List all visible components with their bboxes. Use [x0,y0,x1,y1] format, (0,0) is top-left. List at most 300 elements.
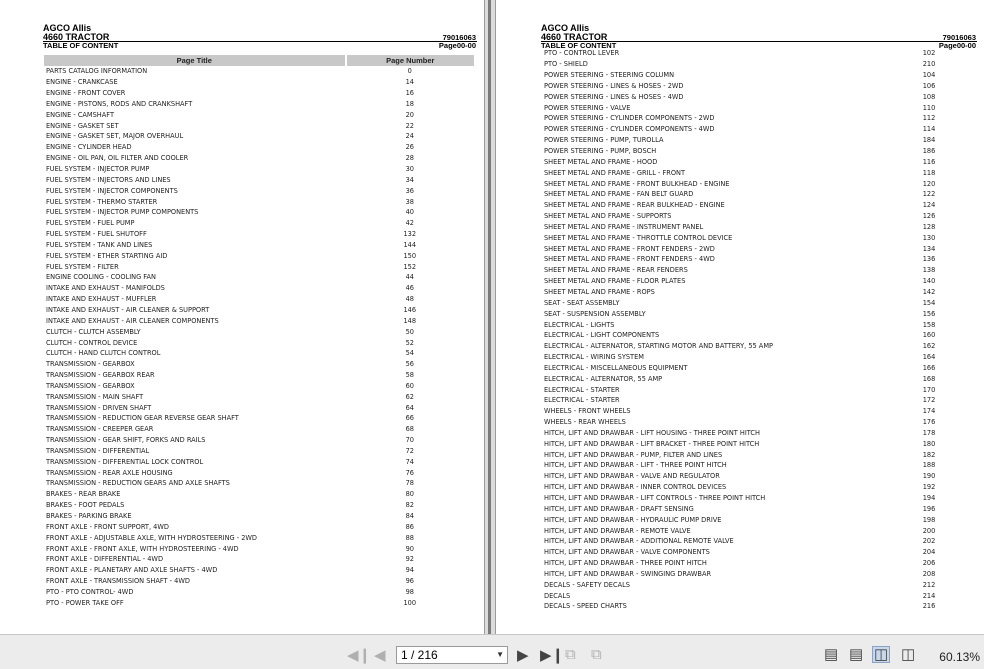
row-title: TRANSMISSION - DRIVEN SHAFT [46,403,152,412]
row-page-number: 28 [405,154,414,163]
header-rule [541,41,977,42]
row-page-number: 216 [922,602,936,611]
table-row [44,185,474,196]
column-header-title: Page Title [44,55,346,66]
row-page-number: 46 [405,284,414,293]
row-title: HITCH, LIFT AND DRAWBAR - LIFT HOUSING - THREE POINT HITCH [544,428,760,437]
row-title: HITCH, LIFT AND DRAWBAR - THREE POINT HITCH [544,559,707,568]
row-page-number: 128 [922,222,936,231]
table-row [542,579,974,590]
row-page-number: 162 [922,342,936,351]
row-title: SHEET METAL AND FRAME - ROPS [544,287,655,296]
table-row [542,590,974,601]
row-page-number: 202 [922,537,936,546]
row-page-number: 174 [922,407,936,416]
table-row [44,88,474,99]
row-page-number: 186 [922,147,936,156]
continuous-icon[interactable]: ▤ [849,646,864,663]
zoom-level[interactable]: 60.13% [939,650,980,664]
row-page-number: 134 [922,244,936,253]
first-page-icon[interactable]: ◀❙ [347,647,372,664]
table-row [542,373,974,384]
table-header-row [44,55,474,66]
table-row [44,413,474,424]
row-title: HITCH, LIFT AND DRAWBAR - VALVE AND REGULATOR [544,472,720,481]
row-title: HITCH, LIFT AND DRAWBAR - DRAFT SENSING [544,504,694,513]
table-row [44,305,474,316]
row-page-number: 210 [922,60,936,69]
table-row [542,146,974,157]
table-row [44,402,474,413]
table-row [542,558,974,569]
table-row [44,272,474,283]
row-page-number: 148 [403,316,417,325]
row-title: ENGINE - GASKET SET, MAJOR OVERHAUL [46,132,184,141]
row-page-number: 96 [405,577,414,586]
row-title: FRONT AXLE - FRONT AXLE, WITH HYDROSTEERING - 4WD [46,544,239,553]
row-page-number: 68 [405,425,414,434]
row-page-number: 200 [922,526,936,535]
row-title: HITCH, LIFT AND DRAWBAR - HYDRAULIC PUMP DRIVE [544,515,722,524]
row-page-number: 82 [405,501,414,510]
table-row [44,131,474,142]
table-row [542,222,974,233]
row-title: CLUTCH - HAND CLUTCH CONTROL [46,349,161,358]
row-title: FUEL SYSTEM - THERMO STARTER [46,197,158,206]
row-page-number: 42 [405,219,414,228]
brand-title: AGCO Allis [541,23,590,33]
row-title: FUEL SYSTEM - FILTER [46,262,119,271]
row-page-number: 150 [403,251,417,260]
table-row [542,167,974,178]
row-page-number: 56 [405,360,414,369]
table-row [542,341,974,352]
table-row [542,59,974,70]
single-page-icon[interactable]: ▤ [824,646,839,663]
row-page-number: 156 [922,309,936,318]
row-page-number: 136 [922,255,936,264]
table-row [44,597,474,608]
toc-table-left [44,55,474,608]
row-title: TRANSMISSION - CREEPER GEAR [46,425,154,434]
row-title: FUEL SYSTEM - INJECTOR PUMP COMPONENTS [46,208,199,217]
row-title: POWER STEERING - LINES & HOSES - 2WD [544,81,684,90]
row-title: HITCH, LIFT AND DRAWBAR - LIFT CONTROLS - THREE POINT HITCH [544,494,766,503]
table-row [44,348,474,359]
previous-page-icon[interactable]: ◀ [374,647,386,664]
table-row [44,489,474,500]
table-row [44,99,474,110]
row-page-number: 52 [405,338,414,347]
row-page-number: 182 [922,450,936,459]
row-page-number: 120 [922,179,936,188]
row-page-number: 122 [922,190,936,199]
table-row [542,276,974,287]
row-title: ELECTRICAL - WIRING SYSTEM [544,353,644,362]
row-page-number: 108 [922,92,936,101]
table-row [44,174,474,185]
row-title: ELECTRICAL - LIGHT COMPONENTS [544,331,660,340]
row-title: DECALS [544,591,571,600]
row-page-number: 126 [922,212,936,221]
row-title: HITCH, LIFT AND DRAWBAR - PUMP, FILTER AND LINES [544,450,723,459]
row-page-number: 142 [922,287,936,296]
facing-pages-icon[interactable]: ◫ [874,646,889,663]
table-row [542,113,974,124]
table-row [44,283,474,294]
row-title: SHEET METAL AND FRAME - SUPPORTS [544,212,672,221]
table-row [44,326,474,337]
page-number-select[interactable] [396,646,508,664]
row-page-number: 76 [405,468,414,477]
row-page-number: 70 [405,436,414,445]
row-title: HITCH, LIFT AND DRAWBAR - LIFT - THREE POINT HITCH [544,461,727,470]
page-indicator: 1 / 216 [401,648,438,662]
row-page-number: 44 [405,273,414,282]
row-title: TRANSMISSION - REAR AXLE HOUSING [46,468,173,477]
row-title: ELECTRICAL - STARTER [544,385,620,394]
table-row [542,406,974,417]
table-row [542,297,974,308]
table-row [44,391,474,402]
table-row [542,493,974,504]
row-title: BRAKES - PARKING BRAKE [46,512,132,521]
table-row [44,153,474,164]
row-page-number: 214 [922,591,936,600]
row-page-number: 146 [403,305,417,314]
table-row [542,503,974,514]
table-row [542,547,974,558]
row-page-number: 158 [922,320,936,329]
table-row [542,417,974,428]
row-title: ELECTRICAL - ALTERNATOR, STARTING MOTOR AND BATTERY, 55 AMP [544,342,773,351]
toc-label: TABLE OF CONTENT [43,41,119,50]
page-code: Page00-00 [938,41,976,50]
row-page-number: 106 [922,81,936,90]
header-rule [43,41,477,42]
table-row [542,482,974,493]
row-page-number: 86 [405,522,414,531]
row-title: POWER STEERING - CYLINDER COMPONENTS - 4WD [544,125,715,134]
row-page-number: 80 [405,490,414,499]
row-page-number: 208 [922,569,936,578]
row-title: SHEET METAL AND FRAME - FRONT FENDERS - 2WD [544,244,715,253]
toc-table-right [542,48,974,612]
row-page-number: 168 [922,374,936,383]
row-page-number: 152 [403,262,417,271]
row-page-number: 154 [922,298,936,307]
row-page-number: 62 [405,392,414,401]
table-row [44,543,474,554]
table-row [44,66,474,77]
bottom-toolbar [0,634,984,669]
row-title: ELECTRICAL - MISCELLANEOUS EQUIPMENT [544,363,688,372]
row-page-number: 130 [922,233,936,242]
table-row [542,428,974,439]
table-row [44,261,474,272]
row-page-number: 206 [922,559,936,568]
row-title: TRANSMISSION - GEARBOX REAR [46,371,155,380]
row-title: SHEET METAL AND FRAME - FLOOR PLATES [544,277,686,286]
row-page-number: 64 [405,403,414,412]
table-row [542,460,974,471]
row-title: BRAKES - FOOT PEDALS [46,501,125,510]
table-row [44,196,474,207]
row-title: ENGINE - CAMSHAFT [46,110,114,119]
table-row [44,370,474,381]
table-row [44,467,474,478]
row-page-number: 88 [405,533,414,542]
row-page-number: 36 [405,186,414,195]
table-row [542,102,974,113]
table-row [44,446,474,457]
next-page-icon[interactable]: ▶ [517,647,529,664]
row-title: FRONT AXLE - FRONT SUPPORT, 4WD [46,522,169,531]
row-title: INTAKE AND EXHAUST - MANIFOLDS [46,284,165,293]
row-title: SHEET METAL AND FRAME - GRILL - FRONT [544,168,685,177]
table-row [542,395,974,406]
table-row [44,250,474,261]
table-row [44,424,474,435]
row-title: INTAKE AND EXHAUST - AIR CLEANER & SUPPORT [46,305,210,314]
part-number: 79016063 [942,33,976,42]
table-row [542,265,974,276]
row-title: SEAT - SEAT ASSEMBLY [544,298,620,307]
row-title: SHEET METAL AND FRAME - THROTTLE CONTROL DEVICE [544,233,733,242]
row-page-number: 84 [405,512,414,521]
row-page-number: 116 [922,157,936,166]
row-title: SHEET METAL AND FRAME - FRONT FENDERS - 4WD [544,255,715,264]
row-title: SHEET METAL AND FRAME - REAR BULKHEAD - ENGINE [544,201,725,210]
row-page-number: 22 [405,121,414,130]
table-row [44,164,474,175]
forward-view-icon[interactable]: ⧉ [591,646,602,663]
row-page-number: 100 [403,598,417,607]
row-title: FUEL SYSTEM - FUEL PUMP [46,219,135,228]
table-row [44,500,474,511]
row-title: POWER STEERING - PUMP, TUROLLA [544,136,664,145]
row-page-number: 90 [405,544,414,553]
row-title: FUEL SYSTEM - INJECTORS AND LINES [46,175,171,184]
last-page-icon[interactable]: ▶❙ [540,647,565,664]
table-row [542,525,974,536]
row-page-number: 66 [405,414,414,423]
row-page-number: 164 [922,353,936,362]
row-page-number: 178 [922,428,936,437]
row-title: TRANSMISSION - DIFFERENTIAL LOCK CONTROL [46,457,204,466]
row-title: PTO - CONTROL LEVER [544,49,620,58]
table-row [542,91,974,102]
table-row [542,243,974,254]
table-row [542,601,974,612]
row-title: CLUTCH - CONTROL DEVICE [46,338,138,347]
row-page-number: 190 [922,472,936,481]
row-title: SHEET METAL AND FRAME - FRONT BULKHEAD - ENGINE [544,179,730,188]
table-row [44,380,474,391]
row-page-number: 118 [922,168,936,177]
row-title: PTO - SHIELD [544,60,588,69]
row-page-number: 170 [922,385,936,394]
table-row [542,384,974,395]
page-left [0,0,485,634]
row-page-number: 74 [405,457,414,466]
chevron-down-icon: ▼ [496,650,504,659]
model-title: 4660 TRACTOR [43,32,110,42]
row-title: ELECTRICAL - STARTER [544,396,620,405]
row-title: TRANSMISSION - GEARBOX [46,381,135,390]
row-title: WHEELS - REAR WHEELS [544,418,626,427]
row-title: TRANSMISSION - MAIN SHAFT [46,392,144,401]
row-page-number: 124 [922,201,936,210]
row-title: ENGINE - PISTONS, RODS AND CRANKSHAFT [46,99,193,108]
row-title: FUEL SYSTEM - FUEL SHUTOFF [46,230,147,239]
row-page-number: 48 [405,295,414,304]
row-title: POWER STEERING - VALVE [544,103,631,112]
table-row [542,330,974,341]
table-row [542,471,974,482]
row-title: FUEL SYSTEM - TANK AND LINES [46,240,153,249]
row-title: TRANSMISSION - GEARBOX [46,360,135,369]
row-page-number: 204 [922,548,936,557]
table-row [542,438,974,449]
row-page-number: 196 [922,504,936,513]
model-title: 4660 TRACTOR [541,32,608,42]
row-title: TRANSMISSION - DIFFERENTIAL [46,446,150,455]
row-title: ENGINE - CRANKCASE [46,78,118,87]
row-page-number: 184 [922,136,936,145]
row-title: ELECTRICAL - ALTERNATOR, 55 AMP [544,374,663,383]
row-page-number: 102 [922,49,936,58]
row-page-number: 38 [405,197,414,206]
row-title: BRAKES - REAR BRAKE [46,490,121,499]
table-row [542,124,974,135]
table-row [542,536,974,547]
table-row [44,587,474,598]
table-row [542,569,974,580]
row-page-number: 188 [922,461,936,470]
row-page-number: 30 [405,165,414,174]
page-code: Page00-00 [438,41,476,50]
row-page-number: 212 [922,580,936,589]
table-row [542,514,974,525]
table-row [542,362,974,373]
row-title: ENGINE - CYLINDER HEAD [46,143,132,152]
row-title: ELECTRICAL - LIGHTS [544,320,615,329]
table-row [542,352,974,363]
row-title: ENGINE - GASKET SET [46,121,119,130]
row-page-number: 18 [405,99,414,108]
row-title: HITCH, LIFT AND DRAWBAR - VALVE COMPONENTS [544,548,710,557]
table-row [44,435,474,446]
row-title: POWER STEERING - PUMP, BOSCH [544,147,657,156]
row-page-number: 192 [922,483,936,492]
row-title: CLUTCH - CLUTCH ASSEMBLY [46,327,141,336]
table-row [44,77,474,88]
table-row [44,532,474,543]
table-row [542,254,974,265]
row-title: HITCH, LIFT AND DRAWBAR - REMOTE VALVE [544,526,691,535]
table-row [44,478,474,489]
row-title: ENGINE - OIL PAN, OIL FILTER AND COOLER [46,154,189,163]
table-row [542,156,974,167]
row-page-number: 144 [403,240,417,249]
row-page-number: 26 [405,143,414,152]
table-row [44,337,474,348]
row-title: SHEET METAL AND FRAME - FAN BELT GUARD [544,190,694,199]
table-row [44,120,474,131]
row-title: INTAKE AND EXHAUST - MUFFLER [46,295,157,304]
row-page-number: 138 [922,266,936,275]
brand-title: AGCO Allis [43,23,92,33]
table-row [542,81,974,92]
row-page-number: 92 [405,555,414,564]
table-row [542,48,974,59]
table-row [44,109,474,120]
toc-label: TABLE OF CONTENT [541,41,617,50]
row-page-number: 160 [922,331,936,340]
row-page-number: 20 [405,110,414,119]
row-title: INTAKE AND EXHAUST - AIR CLEANER COMPONENTS [46,316,219,325]
row-title: HITCH, LIFT AND DRAWBAR - LIFT BRACKET - THREE POINT HITCH [544,439,760,448]
row-title: TRANSMISSION - GEAR SHIFT, FORKS AND RAILS [46,436,206,445]
row-page-number: 194 [922,494,936,503]
table-row [542,135,974,146]
row-page-number: 176 [922,418,936,427]
row-page-number: 50 [405,327,414,336]
table-row [542,232,974,243]
table-row [44,359,474,370]
row-title: ENGINE - FRONT COVER [46,89,126,98]
table-row [44,456,474,467]
row-page-number: 112 [922,114,936,123]
table-row [542,178,974,189]
row-title: PARTS CATALOG INFORMATION [46,67,148,76]
back-view-icon[interactable]: ⧉ [565,646,576,663]
table-row [44,565,474,576]
row-title: ENGINE COOLING - COOLING FAN [46,273,156,282]
row-page-number: 16 [405,89,414,98]
table-row [542,189,974,200]
row-title: TRANSMISSION - REDUCTION GEARS AND AXLE SHAFTS [46,479,230,488]
table-row [44,207,474,218]
row-page-number: 58 [405,371,414,380]
part-number: 79016063 [442,33,476,42]
page-right [495,0,984,634]
row-title: FRONT AXLE - PLANETARY AND AXLE SHAFTS - 4WD [46,566,218,575]
table-row [44,521,474,532]
continuous-facing-icon[interactable]: ◫ [901,646,916,663]
row-page-number: 140 [922,277,936,286]
row-title: FRONT AXLE - ADJUSTABLE AXLE, WITH HYDROSTEERING - 2WD [46,533,258,542]
row-page-number: 78 [405,479,414,488]
row-title: SHEET METAL AND FRAME - INSTRUMENT PANEL [544,222,704,231]
row-page-number: 40 [405,208,414,217]
table-row [44,229,474,240]
row-title: POWER STEERING - CYLINDER COMPONENTS - 2WD [544,114,715,123]
column-header-number: Page Number [346,55,474,66]
table-row [44,294,474,305]
table-row [542,449,974,460]
row-title: FUEL SYSTEM - INJECTOR COMPONENTS [46,186,178,195]
row-page-number: 24 [405,132,414,141]
table-row [44,218,474,229]
row-page-number: 94 [405,566,414,575]
row-page-number: 114 [922,125,936,134]
row-title: PTO - POWER TAKE OFF [46,598,124,607]
row-title: DECALS - SPEED CHARTS [544,602,627,611]
row-page-number: 0 [407,67,412,76]
table-row [44,240,474,251]
